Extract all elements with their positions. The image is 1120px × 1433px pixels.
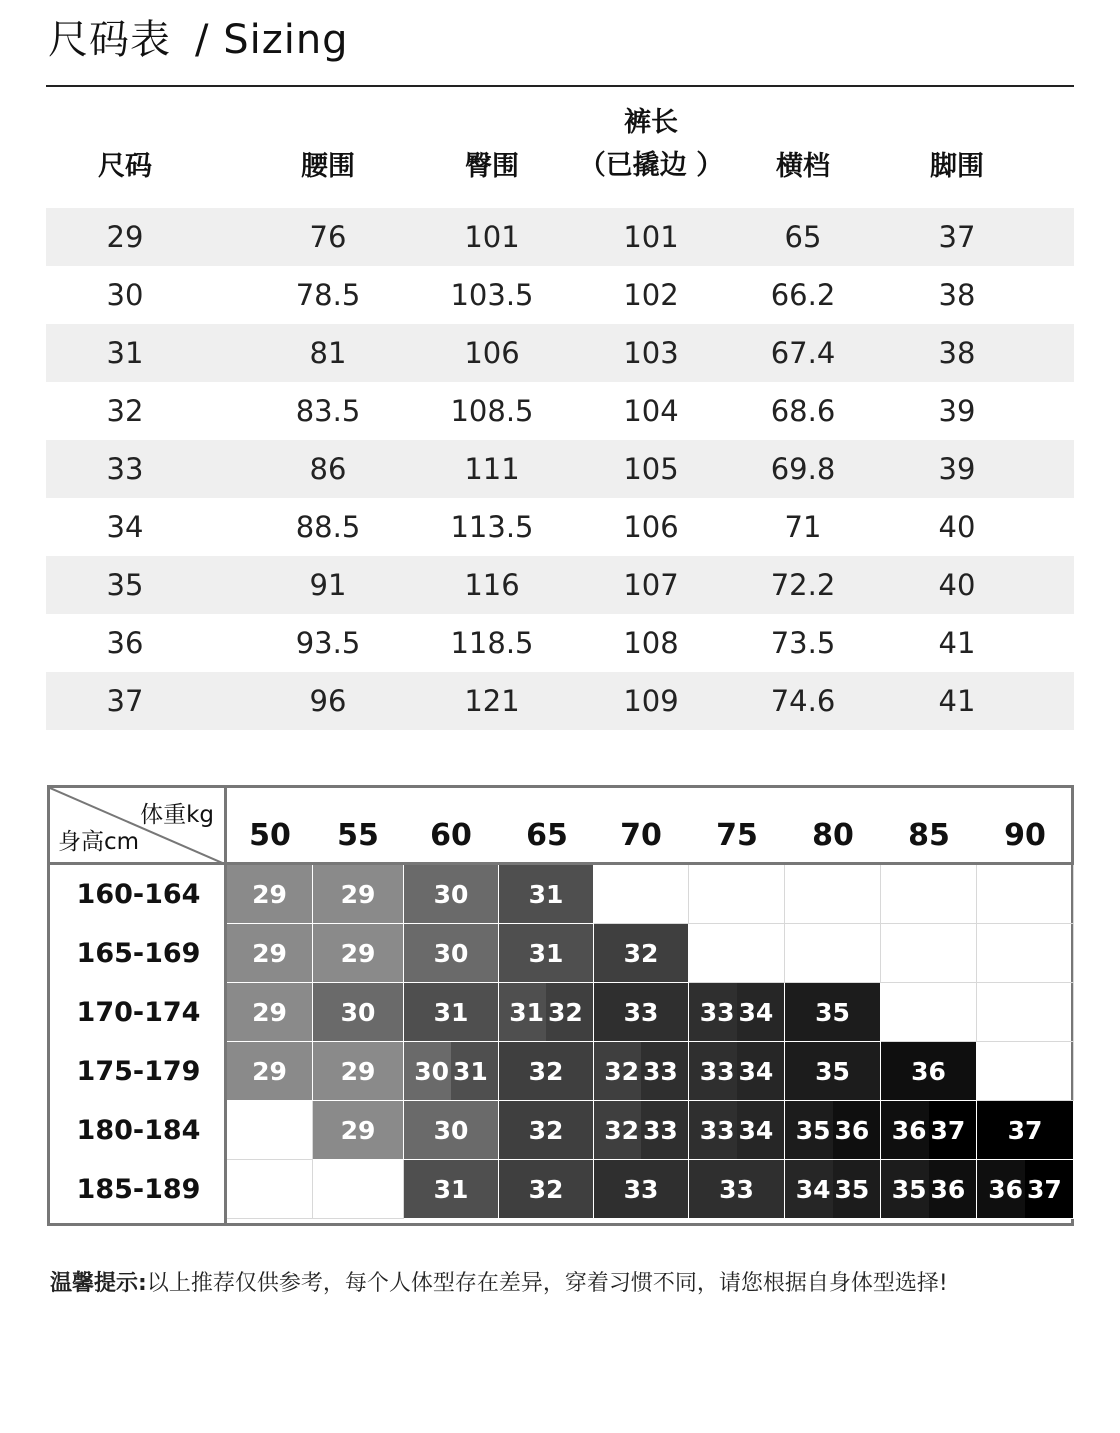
recommended-size: 32: [594, 924, 688, 982]
recommend-cell: [881, 983, 977, 1042]
cell-size: 31: [106, 336, 144, 370]
recommend-cell: [594, 1160, 689, 1219]
recommend-cell: [594, 983, 689, 1042]
cell-size: 36: [106, 626, 144, 660]
recommended-size: 35: [785, 1042, 880, 1100]
recommend-cell: [977, 865, 1074, 924]
header-length: [578, 100, 724, 208]
recommend-cell: [227, 1042, 313, 1101]
recommended-size: 30: [404, 924, 498, 982]
recommend-cell: [404, 1160, 499, 1219]
weight-header: 90: [1004, 818, 1046, 853]
cell-hip: 113.5: [450, 510, 534, 544]
recommended-size: 33: [641, 1042, 688, 1100]
cell-hem: 40: [938, 568, 976, 602]
size-table-header: [46, 100, 1074, 208]
cell-waist: 78.5: [295, 278, 361, 312]
cell-waist: 86: [309, 452, 347, 486]
header-crotch: [743, 100, 863, 208]
recommended-size: 29: [227, 865, 312, 923]
recommended-size: 29: [313, 1101, 403, 1159]
cell-waist: 88.5: [295, 510, 361, 544]
recommend-cell: [313, 924, 404, 983]
cell-hip: 111: [464, 452, 520, 486]
weight-header: 65: [526, 818, 568, 853]
table-row: [46, 672, 1074, 730]
table-row: [46, 498, 1074, 556]
weight-header: 70: [620, 818, 662, 853]
recommend-cell: [689, 1160, 785, 1219]
header-hip: [432, 100, 552, 208]
cell-crotch: 74.6: [770, 684, 836, 718]
recommended-size: 30: [313, 983, 403, 1041]
recommended-size: 31: [499, 983, 546, 1041]
recommend-cell: [881, 924, 977, 983]
height-axis-label: 身高cm: [58, 829, 140, 855]
recommend-cell: [785, 1101, 881, 1160]
cell-hem: 39: [938, 452, 976, 486]
recommended-size: 37: [929, 1101, 977, 1159]
recommended-size: 32: [499, 1101, 593, 1159]
cell-size: 32: [106, 394, 144, 428]
recommended-size: 31: [499, 924, 593, 982]
cell-length: 103: [623, 336, 679, 370]
recommended-size: 31: [404, 983, 498, 1041]
table-row: [46, 208, 1074, 266]
recommend-cell: [594, 924, 689, 983]
cell-length: 102: [623, 278, 679, 312]
weight-header: 55: [337, 818, 379, 853]
recommend-cell: [313, 983, 404, 1042]
recommend-cell: [313, 865, 404, 924]
recommend-cell: [689, 865, 785, 924]
recommend-cell: [977, 924, 1074, 983]
cell-size: 29: [106, 220, 144, 254]
cell-crotch: 67.4: [770, 336, 836, 370]
recommended-size: 35: [785, 983, 880, 1041]
height-range: 165-169: [76, 938, 201, 969]
recommended-size: 33: [594, 1160, 688, 1218]
recommended-size: 29: [313, 865, 403, 923]
recommended-size: 34: [737, 1101, 785, 1159]
recommend-cell: [404, 1101, 499, 1160]
header-size-label: 尺码: [98, 150, 152, 182]
cell-hip: 103.5: [450, 278, 534, 312]
recommended-size: 29: [313, 924, 403, 982]
cell-crotch: 73.5: [770, 626, 836, 660]
table-row: [46, 266, 1074, 324]
recommended-size: 33: [689, 1042, 737, 1100]
recommended-size: 36: [929, 1160, 977, 1218]
height-range: 180-184: [76, 1115, 201, 1146]
recommended-size: 34: [737, 983, 785, 1041]
table-row: [46, 556, 1074, 614]
recommended-size: 36: [881, 1101, 929, 1159]
header-hem-label: 脚围: [930, 150, 984, 182]
cell-length: 105: [623, 452, 679, 486]
weight-header: 60: [430, 818, 472, 853]
cell-hem: 37: [938, 220, 976, 254]
cell-length: 106: [623, 510, 679, 544]
recommended-size: 29: [227, 1042, 312, 1100]
recommend-cell: [689, 983, 785, 1042]
recommended-size: 30: [404, 1101, 498, 1159]
recommend-cell: [499, 1042, 594, 1101]
header-hip-label: 臀围: [465, 150, 519, 182]
recommended-size: 31: [499, 865, 593, 923]
header-waist: [268, 100, 388, 208]
cell-hem: 38: [938, 278, 976, 312]
cell-waist: 91: [309, 568, 347, 602]
recommended-size: 29: [227, 983, 312, 1041]
recommend-cell: [227, 1101, 313, 1160]
cell-hem: 40: [938, 510, 976, 544]
recommend-cell: [313, 1042, 404, 1101]
cell-length: 109: [623, 684, 679, 718]
cell-size: 34: [106, 510, 144, 544]
recommended-size: 33: [594, 983, 688, 1041]
recommend-cell: [594, 1042, 689, 1101]
cell-length: 107: [623, 568, 679, 602]
weight-header: 75: [716, 818, 758, 853]
header-size: [65, 100, 185, 208]
header-length-label: 裤长: [624, 106, 678, 138]
cell-waist: 81: [309, 336, 347, 370]
title-divider: [46, 85, 1074, 87]
cell-waist: 83.5: [295, 394, 361, 428]
cell-size: 30: [106, 278, 144, 312]
cell-length: 101: [623, 220, 679, 254]
recommended-size: 36: [977, 1160, 1025, 1218]
cell-crotch: 66.2: [770, 278, 836, 312]
cell-waist: 93.5: [295, 626, 361, 660]
table-row: [46, 324, 1074, 382]
recommended-size: 32: [546, 983, 593, 1041]
recommend-cell: [404, 924, 499, 983]
recommended-size: 31: [404, 1160, 498, 1218]
height-range: 175-179: [76, 1056, 201, 1087]
recommended-size: 30: [404, 865, 498, 923]
recommend-cell: [313, 1160, 404, 1219]
recommend-cell: [689, 924, 785, 983]
recommended-size: 37: [1025, 1160, 1073, 1218]
recommend-cell: [785, 924, 881, 983]
recommend-cell: [977, 983, 1074, 1042]
table-row: [46, 440, 1074, 498]
height-range: 185-189: [76, 1174, 201, 1205]
recommend-cell: [785, 865, 881, 924]
recommended-size: 31: [451, 1042, 498, 1100]
cell-length: 104: [623, 394, 679, 428]
recommended-size: 35: [881, 1160, 929, 1218]
recommended-size: 37: [977, 1101, 1073, 1159]
recommend-cell: [499, 1101, 594, 1160]
recommend-cell: [977, 1042, 1074, 1101]
header-waist-label: 腰围: [301, 150, 355, 182]
cell-length: 108: [623, 626, 679, 660]
recommend-cell: [689, 1101, 785, 1160]
recommend-cell: [785, 1160, 881, 1219]
recommended-size: 33: [641, 1101, 688, 1159]
cell-hip: 116: [464, 568, 520, 602]
recommended-size: 36: [881, 1042, 976, 1100]
recommended-size: 32: [594, 1042, 641, 1100]
tip-note: [50, 1266, 948, 1297]
recommended-size: 34: [737, 1042, 785, 1100]
title-cn: 尺码表: [48, 17, 171, 63]
recommended-size: 34: [785, 1160, 833, 1218]
height-range: 160-164: [76, 879, 201, 910]
cell-hip: 101: [464, 220, 520, 254]
recommend-cell: [785, 983, 881, 1042]
recommend-cell: [499, 1160, 594, 1219]
recommend-cell: [977, 1101, 1074, 1160]
recommend-cell: [881, 1101, 977, 1160]
recommended-size: 32: [594, 1101, 641, 1159]
cell-crotch: 65: [784, 220, 822, 254]
cell-hem: 41: [938, 626, 976, 660]
table-row: [46, 614, 1074, 672]
recommend-cell: [227, 983, 313, 1042]
recommend-cell: [227, 865, 313, 924]
recommend-cell: [881, 1042, 977, 1101]
header-hem: [897, 100, 1017, 208]
tip-text: 以上推荐仅供参考，每个人体型存在差异，穿着习惯不同，请您根据自身体型选择!: [146, 1271, 948, 1296]
cell-crotch: 72.2: [770, 568, 836, 602]
cell-waist: 76: [309, 220, 347, 254]
cell-crotch: 68.6: [770, 394, 836, 428]
recommend-cell: [689, 1042, 785, 1101]
cell-hip: 121: [464, 684, 520, 718]
cell-hip: 108.5: [450, 394, 534, 428]
recommend-cell: [881, 865, 977, 924]
recommend-cell: [977, 1160, 1074, 1219]
size-table-body: [46, 208, 1074, 730]
recommended-size: 33: [689, 983, 737, 1041]
page-title: [48, 8, 349, 65]
recommended-size: 36: [833, 1101, 881, 1159]
grid-corner: [50, 788, 227, 865]
recommend-cell: [313, 1101, 404, 1160]
table-row: [46, 382, 1074, 440]
cell-crotch: 71: [784, 510, 822, 544]
recommended-size: 35: [833, 1160, 881, 1218]
recommend-cell: [785, 1042, 881, 1101]
recommend-cell: [594, 865, 689, 924]
cell-hip: 106: [464, 336, 520, 370]
weight-axis-label: 体重kg: [140, 802, 214, 828]
recommended-size: 29: [313, 1042, 403, 1100]
recommend-cell: [404, 1042, 499, 1101]
weight-header: 50: [249, 818, 291, 853]
recommended-size: 32: [499, 1160, 593, 1218]
recommend-cell: [404, 983, 499, 1042]
cell-size: 33: [106, 452, 144, 486]
height-range: 170-174: [76, 997, 201, 1028]
recommend-cell: [594, 1101, 689, 1160]
title-separator: /: [195, 17, 210, 63]
title-en: Sizing: [223, 17, 349, 63]
header-length-note: （已撬边 ）: [578, 150, 724, 181]
cell-hip: 118.5: [450, 626, 534, 660]
weight-header: 80: [812, 818, 854, 853]
recommend-cell: [227, 1160, 313, 1219]
recommended-size: 29: [227, 924, 312, 982]
recommend-cell: [499, 983, 594, 1042]
size-recommendation-grid: [47, 785, 1074, 1226]
weight-header: 85: [908, 818, 950, 853]
cell-crotch: 69.8: [770, 452, 836, 486]
recommend-cell: [881, 1160, 977, 1219]
cell-hem: 39: [938, 394, 976, 428]
cell-size: 37: [106, 684, 144, 718]
recommend-cell: [499, 865, 594, 924]
recommend-cell: [227, 924, 313, 983]
recommend-cell: [404, 865, 499, 924]
recommended-size: 33: [689, 1101, 737, 1159]
header-crotch-label: 横档: [776, 150, 830, 182]
recommended-size: 35: [785, 1101, 833, 1159]
recommend-cell: [499, 924, 594, 983]
recommended-size: 30: [404, 1042, 451, 1100]
recommended-size: 32: [499, 1042, 593, 1100]
cell-hem: 38: [938, 336, 976, 370]
cell-hem: 41: [938, 684, 976, 718]
recommended-size: 33: [689, 1160, 784, 1218]
cell-size: 35: [106, 568, 144, 602]
cell-waist: 96: [309, 684, 347, 718]
tip-label: 温馨提示:: [50, 1271, 147, 1296]
